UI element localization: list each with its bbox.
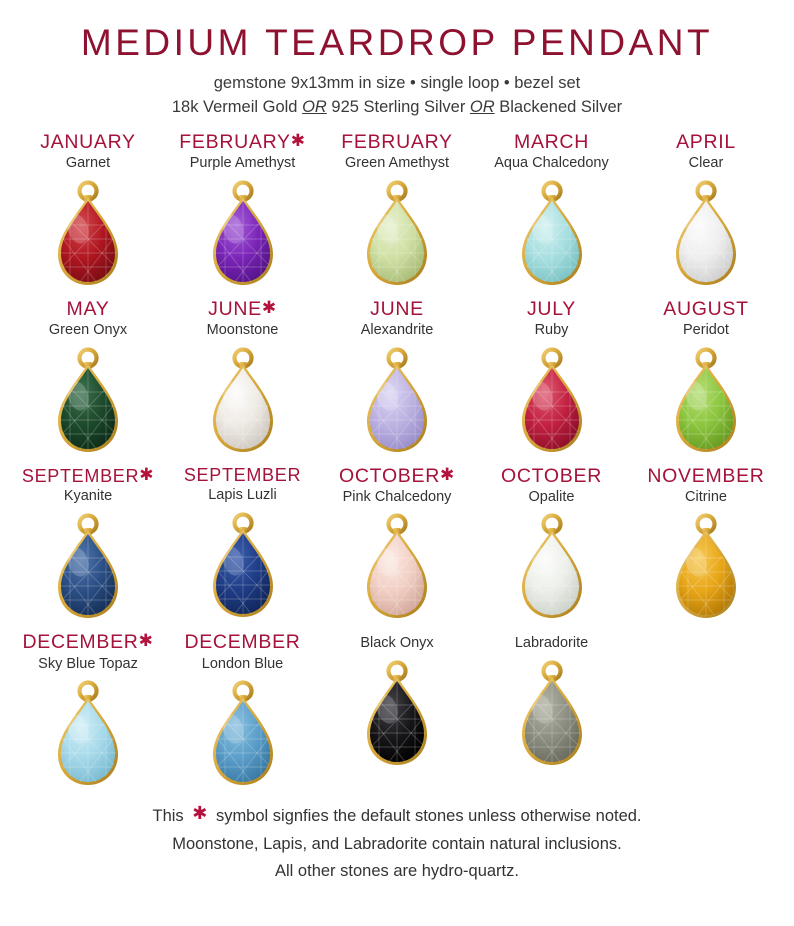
gemstone-cell[interactable] (321, 466, 473, 629)
gemstone-cell[interactable] (476, 632, 628, 774)
teardrop-gem-icon (504, 177, 600, 295)
gemstone-cell[interactable] (167, 632, 319, 795)
stone-name-label: Peridot (683, 322, 729, 339)
teardrop-gem-icon (504, 510, 600, 628)
metal-option-silver: 925 Sterling Silver (326, 97, 470, 116)
month-label: AUGUST (663, 297, 749, 320)
stone-name-label: Alexandrite (360, 322, 434, 339)
month-label: JUNE (370, 297, 424, 320)
footer-line-1-post: symbol signfies the default stones unless otherwise noted. (215, 807, 642, 826)
gemstone-cell[interactable] (630, 466, 782, 629)
gemstone-cell[interactable] (321, 299, 473, 462)
pendant-image[interactable] (476, 177, 628, 295)
pendant-image[interactable] (12, 677, 164, 795)
footer-notes (12, 799, 782, 885)
month-label: SEPTEMBER✱ (21, 464, 155, 486)
pendant-image[interactable] (476, 510, 628, 628)
month-label: FEBRUARY (341, 130, 453, 153)
or-separator-1: OR (302, 97, 327, 116)
month-label: OCTOBER (501, 464, 602, 487)
stone-name-label: Sky Blue Topaz (38, 655, 138, 672)
month-label: MARCH (514, 130, 589, 153)
teardrop-gem-icon (195, 677, 291, 795)
asterisk-icon: ✱ (139, 464, 155, 484)
stone-name-label: London Blue (201, 655, 284, 672)
teardrop-gem-icon (349, 510, 445, 628)
month-label: NOVEMBER (647, 464, 765, 487)
gemstone-cell[interactable] (321, 132, 473, 295)
gemstone-cell[interactable] (12, 466, 164, 628)
pendant-image[interactable] (476, 657, 628, 775)
gemstone-cell[interactable] (630, 299, 782, 462)
pendant-image[interactable] (630, 344, 782, 462)
month-label: APRIL (676, 130, 736, 153)
gemstone-cell[interactable] (167, 466, 319, 627)
gemstone-row (12, 299, 782, 462)
footer-line-2: Moonstone, Lapis, and Labradorite contain natural inclusions. (172, 834, 622, 853)
gemstone-cell[interactable] (630, 632, 782, 774)
stone-name-label: Garnet (65, 155, 111, 172)
stone-name-label: Clear (688, 155, 724, 172)
pendant-image[interactable] (12, 510, 164, 628)
stone-name-label: Opalite (528, 489, 575, 506)
stone-name-label: Moonstone (206, 322, 279, 339)
pendant-image[interactable] (12, 177, 164, 295)
month-label: DECEMBER✱ (22, 631, 154, 654)
pendant-image[interactable] (167, 177, 319, 295)
metal-option-blackened: Blackened Silver (494, 97, 623, 116)
teardrop-gem-icon (40, 344, 136, 462)
pendant-image[interactable] (167, 344, 319, 462)
pendant-image[interactable] (167, 677, 319, 795)
gemstone-cell[interactable] (12, 299, 164, 462)
pendant-image[interactable] (321, 510, 473, 628)
stone-name-label: Citrine (685, 489, 727, 506)
teardrop-gem-icon (658, 177, 754, 295)
gemstone-cell[interactable] (167, 132, 319, 295)
stone-name-label: Green Onyx (48, 322, 128, 339)
teardrop-gem-icon (349, 344, 445, 462)
gemstone-cell[interactable] (476, 132, 628, 295)
pendant-image[interactable] (630, 510, 782, 628)
pendant-image[interactable] (630, 656, 782, 774)
stone-name-label: Green Amethyst (345, 155, 449, 172)
teardrop-gem-icon (40, 177, 136, 295)
month-label: OCTOBER✱ (339, 464, 455, 487)
teardrop-gem-icon (40, 510, 136, 628)
month-label: JANUARY (40, 130, 136, 153)
footer-line-1 (12, 799, 782, 830)
gemstone-grid (12, 132, 782, 795)
asterisk-icon: ✱ (192, 803, 208, 824)
footer-line-3: All other stones are hydro-quartz. (275, 861, 519, 880)
month-label: JULY (526, 297, 577, 320)
pendant-image[interactable] (321, 344, 473, 462)
metal-option-gold: 18k Vermeil Gold (171, 97, 303, 116)
subtitle-block (12, 72, 782, 120)
stone-name-label: Ruby (534, 322, 569, 339)
teardrop-gem-icon (195, 509, 291, 627)
pendant-image[interactable] (630, 177, 782, 295)
gemstone-cell[interactable] (321, 632, 473, 774)
page-title: MEDIUM TEARDROP PENDANT (80, 22, 714, 63)
teardrop-gem-icon (349, 657, 445, 775)
month-label: FEBRUARY✱ (179, 130, 306, 153)
asterisk-icon: ✱ (440, 464, 455, 484)
teardrop-gem-icon (349, 177, 445, 295)
gemstone-cell[interactable] (476, 466, 628, 629)
teardrop-gem-icon (504, 344, 600, 462)
footer-line-1-pre: This (152, 807, 184, 826)
subtitle-line-2 (12, 96, 782, 120)
teardrop-gem-icon (658, 344, 754, 462)
gemstone-cell[interactable] (12, 632, 164, 795)
month-label: SEPTEMBER (183, 464, 302, 485)
pendant-image[interactable] (321, 657, 473, 775)
or-separator-2: OR (469, 97, 495, 116)
stone-name-label: Black Onyx (360, 635, 434, 652)
gemstone-row (12, 132, 782, 295)
pendant-image[interactable] (476, 344, 628, 462)
gemstone-cell[interactable] (476, 299, 628, 462)
stone-name-label: Purple Amethyst (189, 155, 296, 172)
teardrop-gem-icon (195, 344, 291, 462)
month-label: JUNE✱ (208, 297, 277, 320)
pendant-image[interactable] (167, 509, 319, 627)
gemstone-row (12, 632, 782, 795)
teardrop-gem-icon (504, 657, 600, 775)
month-label: MAY (66, 297, 110, 320)
subtitle-line-1: gemstone 9x13mm in size • single loop • bezel set (213, 74, 581, 92)
teardrop-gem-icon (195, 177, 291, 295)
gemstone-row (12, 466, 782, 629)
pendant-image[interactable] (321, 177, 473, 295)
stone-name-label: Pink Chalcedony (342, 489, 452, 506)
teardrop-gem-icon (40, 677, 136, 795)
asterisk-icon: ✱ (290, 130, 306, 150)
asterisk-icon: ✱ (261, 297, 277, 317)
gemstone-cell[interactable] (630, 132, 782, 295)
pendant-image[interactable] (12, 344, 164, 462)
stone-name-label (630, 635, 782, 652)
month-label: DECEMBER (184, 631, 301, 654)
stone-name-label: Lapis Luzli (208, 487, 277, 504)
stone-name-label: Kyanite (63, 488, 113, 505)
gemstone-cell[interactable] (12, 132, 164, 295)
stone-name-label: Labradorite (514, 635, 589, 652)
stone-name-label: Aqua Chalcedony (494, 155, 609, 172)
teardrop-gem-icon (658, 510, 754, 628)
asterisk-icon: ✱ (138, 631, 154, 651)
gemstone-cell[interactable] (167, 299, 319, 462)
